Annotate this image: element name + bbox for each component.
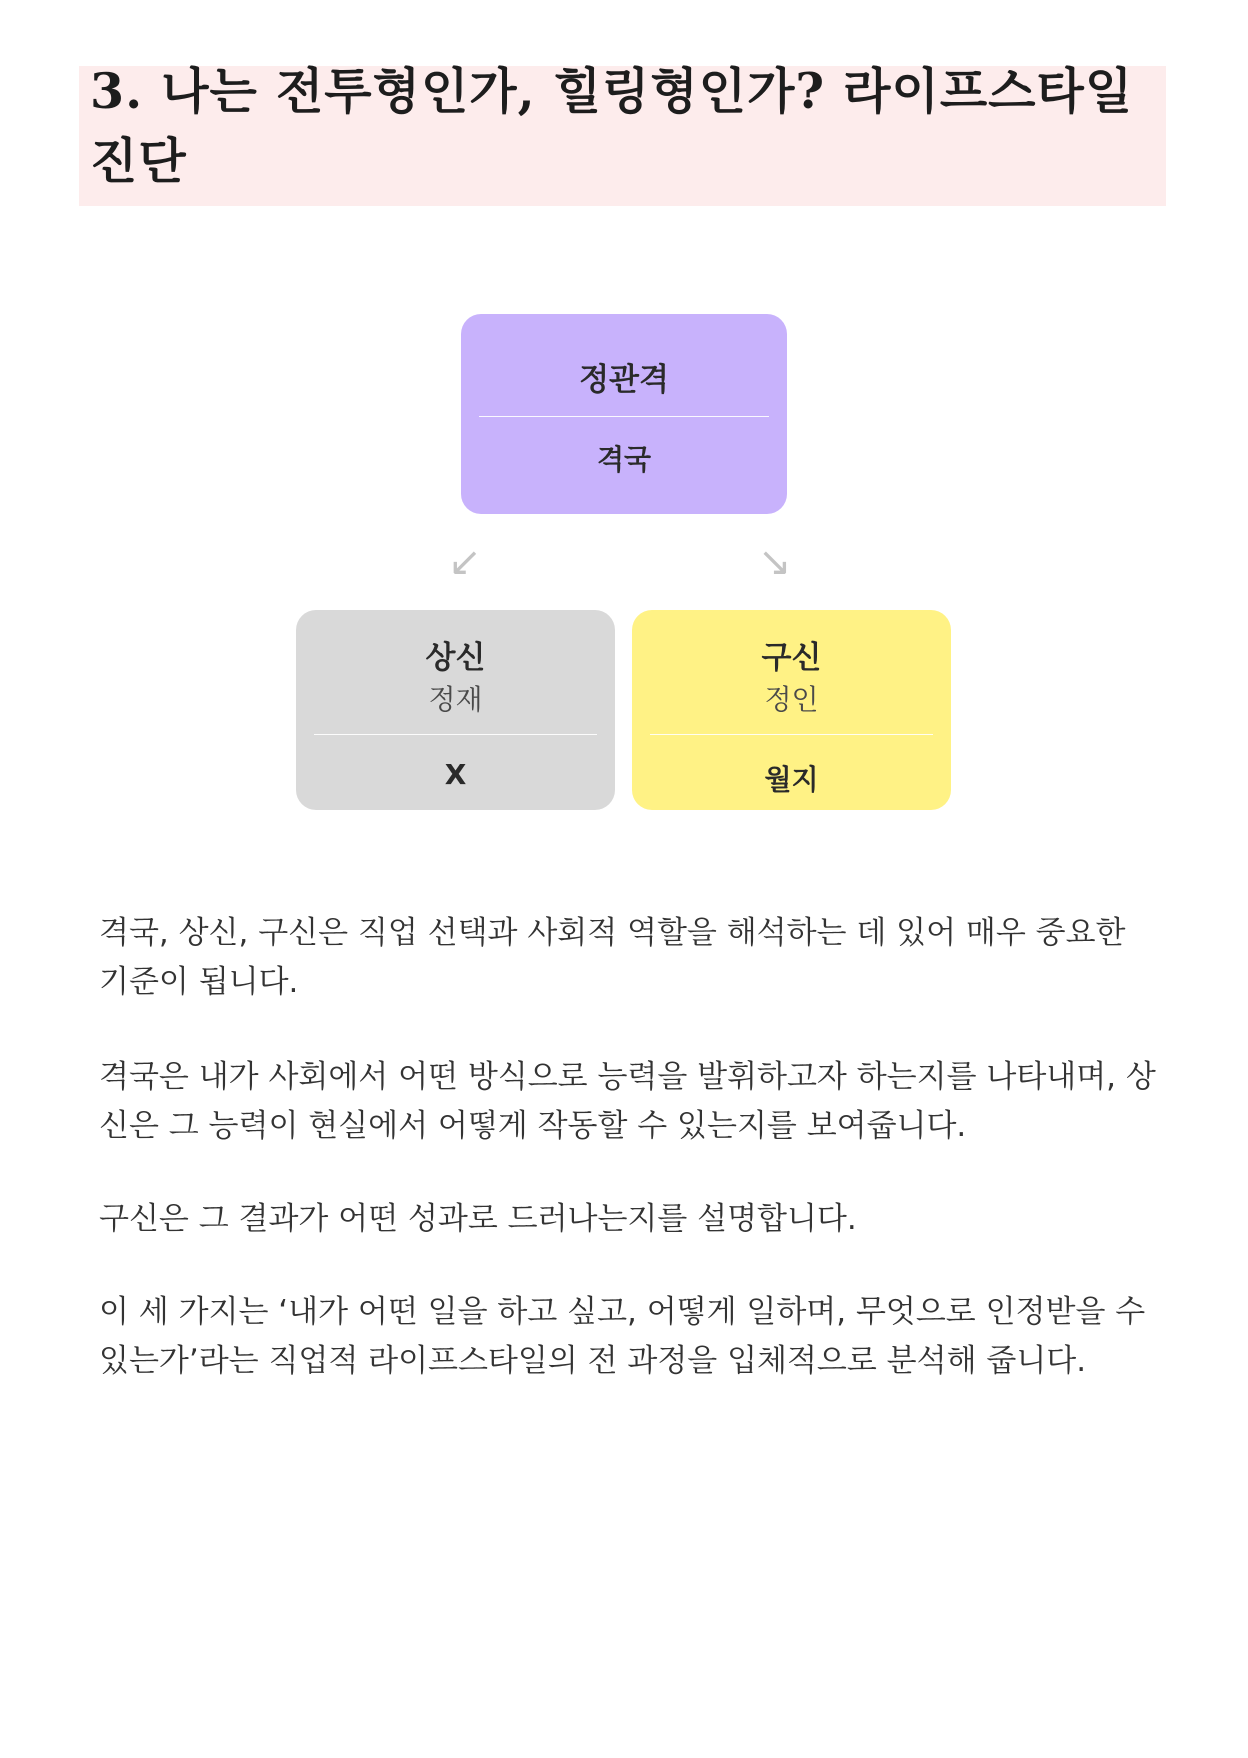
gyeokguk-name: 정관격 — [579, 362, 669, 398]
gusin-name: 구신 — [761, 640, 822, 676]
sangsin-sub: 정재 — [428, 683, 483, 716]
gusin-sub: 정인 — [764, 683, 819, 716]
paragraph: 격국, 상신, 구신은 직업 선택과 사회적 역할을 해석하는 데 있어 매우 중요한 기준이 됩니다. — [99, 915, 1126, 1000]
gyeokguk-value: 격국 — [596, 443, 652, 476]
divider — [314, 734, 597, 735]
gyeokguk-box — [461, 314, 787, 514]
paragraph: 격국은 내가 사회에서 어떤 방식으로 능력을 발휘하고자 하는지를 나타내며, 상신은 그 능력이 현실에서 어떻게 작동할 수 있는지를 보여줍니다. — [99, 1059, 1156, 1144]
divider — [650, 734, 933, 735]
sangsin-value: X — [444, 758, 467, 791]
paragraph: 구신은 그 결과가 어떤 성과로 드러나는지를 설명합니다. — [99, 1201, 857, 1237]
page-title: 3. 나는 전투형인가, 힐링형인가? 라이프스타일 진단 — [90, 62, 1134, 190]
divider — [479, 416, 769, 417]
sangsin-name: 상신 — [425, 640, 486, 676]
gusin-value: 월지 — [764, 763, 819, 796]
sangsin-box — [296, 610, 615, 810]
arrow-down-left-icon: ↙ — [448, 539, 482, 585]
gusin-box — [632, 610, 951, 810]
arrow-down-right-icon: ↘ — [758, 539, 792, 585]
paragraph: 이 세 가지는 ‘내가 어떤 일을 하고 싶고, 어떻게 일하며, 무엇으로 인정받을 수 있는가’라는 직업적 라이프스타일의 전 과정을 입체적으로 분석해 줍니다. — [99, 1294, 1146, 1379]
